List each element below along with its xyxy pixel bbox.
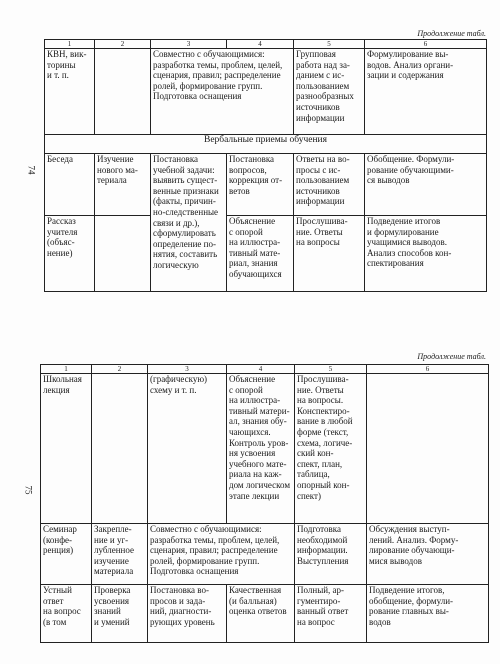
cell-line: ренция) [43,545,74,556]
cell-line: знаний [94,606,121,617]
cell-line: просы с ис- [296,164,341,175]
continuation-label-bottom: Продолжение табл. [417,352,486,361]
cell-line: работа над за- [296,59,350,70]
cell-line: оценка ответов [229,606,287,617]
cell-method [45,216,95,292]
cell-line: Школьная [43,374,82,384]
cell-line: Совместно с обучающимися: [150,524,262,534]
cell-line: Проверка [94,585,131,595]
cell-teacher-activity [151,49,294,135]
cell-line: разработка темы, проблем, целей, [153,59,283,70]
cell-line: опорный кон- [297,479,350,490]
cell-line: рование главных вы- [369,606,449,617]
cell-line: ние. Ответы [297,384,344,395]
cell-line: КВН, вик- [47,49,87,59]
cell-line: лений. Анализ. Форму- [369,534,459,545]
cell-line: нового ма- [97,164,138,175]
cell-line: ал, знания обу- [229,416,287,427]
cell-line: вание в любой [297,416,353,427]
cell-line: усвоения [94,595,130,606]
cell-line: разнообразных [296,91,354,102]
cell-line: Обсуждения выступ- [369,524,450,534]
col-number: 4 [227,40,294,49]
cell-line: с опорой [229,384,263,395]
cell-line: просов и зада- [150,595,206,606]
cell-line: учебного мате- [229,458,287,469]
page-number-bottom: 75 [23,485,34,495]
cell-line: источников [296,101,340,112]
cell-line: ветов [229,185,250,196]
cell-line: Прослушива- [297,374,349,384]
cell-line: пользованием [296,175,350,186]
cell-teacher-task [151,154,227,292]
cell-line: ня усвоения [229,448,276,459]
cell-result [365,216,487,292]
cell-line: Формулирование вы- [367,49,449,59]
cell-student-activity [295,374,367,524]
cell-line: ванный ответ [297,606,349,617]
cell-line: источников [296,185,340,196]
cell-line: водов [369,616,391,627]
cell-line: нение) [47,247,73,258]
cell-line: териала [97,175,127,186]
cell-line: вопросов, [229,164,267,175]
cell-line: Подведение итогов, [369,585,445,595]
cell-line: информации [296,112,345,123]
cell-line: обучающихся [229,268,282,279]
col-number: 6 [365,40,487,49]
cell-line: коррекция от- [229,175,283,186]
cell-line: этапе лекции [229,490,280,501]
cell-student-activity [295,524,367,585]
table-row-beseda [45,154,487,216]
col-number: 5 [294,40,365,49]
cell-purpose [95,154,151,216]
cell-line: информации [296,196,345,207]
cell-student-activity [294,49,365,135]
cell-line: Прослушива- [296,216,348,226]
cell-line: обобщение, формули- [369,595,454,606]
cell-line: учителя [47,226,78,237]
cell-method [45,154,95,216]
cell-line: Объяснение [229,216,276,226]
cell-line: необходимой [297,534,348,545]
cell-line: определение по- [153,238,216,249]
cell-line: таблица, [297,469,330,480]
cell-line: и умений [94,616,130,627]
cell-line: но-следственные [153,206,219,217]
cell-method [41,585,92,643]
col-number: 1 [41,365,92,374]
cell-method [45,49,95,135]
cell-line: учащимися выводов. [367,237,447,248]
cell-line: ролей, формирование групп. [153,80,263,91]
cell-line: сценария, правил; распределение [150,545,278,556]
cell-line: Постановка [153,154,199,164]
cell-line: на вопросы. [297,395,344,406]
cell-line: Конспектиро- [297,405,350,416]
col-number: 3 [148,365,227,374]
cell-line: торины [47,59,76,70]
cell-purpose [92,585,148,643]
cell-teacher-task [148,374,227,524]
cell-line: Подведение итогов [367,216,441,226]
cell-line: на иллюстра- [229,395,281,406]
cell-line: мися выводов [369,555,422,566]
cell-line: Выступления [297,555,349,566]
table-row-ustny [41,585,489,643]
cell-line: зации и содержания [367,70,444,81]
cell-line: материала [94,566,134,577]
cell-line: Закрепле- [94,524,132,534]
cell-line: лекция [43,384,70,395]
cell-teacher-task [148,585,227,643]
cell-result [367,585,489,643]
cell-teacher-activity [227,585,295,643]
column-number-row [45,40,487,49]
cell-line: на иллюстра- [229,237,281,248]
cell-line: связи и др.), [153,217,200,228]
cell-line: нятия, составить [153,249,218,260]
cell-line: спект) [297,490,321,501]
cell-line: сценария, правил; распределение [153,70,281,81]
col-number: 2 [95,40,151,49]
col-number: 6 [367,365,489,374]
cell-line: тивный матери- [229,405,290,416]
cell-line: (конфе- [43,534,73,545]
cell-line: дом логическом [229,479,291,490]
cell-line: Групповая [296,49,336,59]
cell-teacher-activity [227,216,294,292]
cell-teacher-activity [148,524,295,585]
cell-method [41,524,92,585]
col-number: 4 [227,365,295,374]
col-number: 2 [92,365,148,374]
cell-result [367,374,489,524]
cell-line: ние и уг- [94,534,129,545]
cell-line: логическую [153,259,199,270]
col-number: 3 [151,40,227,49]
cell-line: ский кон- [297,448,334,459]
cell-line: Анализ способов кон- [367,247,452,258]
cell-line: (графическую) [150,374,208,384]
table-row-seminar [41,524,489,585]
cell-line: ролей, формирование групп. [150,555,260,566]
cell-line: Изучение [97,154,134,164]
continuation-label-top: Продолжение табл. [417,29,486,38]
cell-line: Постановка во- [150,585,209,595]
cell-line: рующих уровень [150,616,215,627]
cell-line: Подготовка оснащения [150,566,239,577]
cell-line: Устный [43,585,72,595]
table-row-rasskaz [45,216,487,292]
cell-line: рование обучающими- [367,164,454,175]
table-row-kvn [45,49,487,135]
section-row [45,135,487,154]
cell-line: (факты, причин- [153,196,216,207]
cell-teacher-activity [227,154,294,216]
column-number-row [41,365,489,374]
cell-line: (объяс- [47,237,75,248]
cell-student-activity [294,154,365,216]
table-row-lecture [41,374,489,524]
cell-line: данием с ис- [296,70,345,81]
cell-line: на вопрос [43,606,81,617]
cell-line: (в том [43,616,67,627]
cell-line: Беседа [47,154,73,164]
cell-line: Полный, ар- [297,585,345,595]
cell-line: пользованием [296,80,350,91]
cell-line: форме (текст, [297,426,349,437]
cell-result [365,154,487,216]
cell-line: лубленное [94,545,134,556]
cell-line: спектирования [367,258,424,269]
cell-line: Семинар [43,524,77,534]
cell-purpose [92,524,148,585]
table-bottom [40,364,489,643]
cell-line: с опорой [229,226,263,237]
cell-line: Объяснение [229,374,276,384]
cell-result [367,524,489,585]
cell-line: информации. [297,545,348,556]
cell-line: Контроль уров- [229,437,289,448]
cell-line: и т. п. [47,70,69,81]
cell-line: на вопросы [296,237,340,248]
cell-line: спект, план, [297,458,343,469]
cell-line: Постановка [229,154,275,164]
table-top [44,39,487,292]
cell-line: тивный мате- [229,247,281,258]
cell-line: сформулировать [153,228,216,239]
cell-line: Совместно с обучающимися: [153,49,265,59]
cell-line: риала на каж- [229,469,282,480]
cell-line: Подготовка оснащения [153,91,242,102]
cell-result [365,49,487,135]
cell-purpose [92,374,148,524]
cell-line: Ответы на во- [296,154,350,164]
cell-purpose [95,216,151,292]
cell-student-activity [295,585,367,643]
cell-line: выявить сущест- [153,175,218,186]
cell-line: (и балльная) [229,595,277,606]
cell-line: Обобщение. Формули- [367,154,455,164]
col-number: 1 [45,40,95,49]
cell-teacher-activity [227,374,295,524]
cell-line: гументиро- [297,595,341,606]
cell-line: схему и т. п. [150,384,197,395]
cell-line: лирование обучающи- [369,545,455,556]
cell-line: чающихся. [229,426,271,437]
cell-line: на вопрос [297,616,335,627]
section-title: Вербальные приемы обучения [45,135,487,154]
cell-line: Рассказ [47,216,76,226]
cell-line: ний, диагности- [150,606,212,617]
cell-line: схема, логиче- [297,437,353,448]
page-number-top: 74 [26,165,37,175]
cell-line: водов. Анализ органи- [367,59,454,70]
cell-line: ние. Ответы [296,226,343,237]
cell-line: риал, знания [229,258,278,269]
cell-method [41,374,92,524]
cell-line: и формулирование [367,226,439,237]
cell-line: ответ [43,595,64,606]
cell-line: учебной задачи: [153,164,215,175]
cell-line: Качественная [229,585,282,595]
cell-line: разработка темы, проблем, целей, [150,534,280,545]
cell-student-activity [294,216,365,292]
cell-purpose [95,49,151,135]
cell-line: изучение [94,555,129,566]
col-number: 5 [295,365,367,374]
cell-line: венные признаки [153,185,219,196]
cell-line: ся выводов [367,175,410,186]
cell-line: Подготовка [297,524,341,534]
